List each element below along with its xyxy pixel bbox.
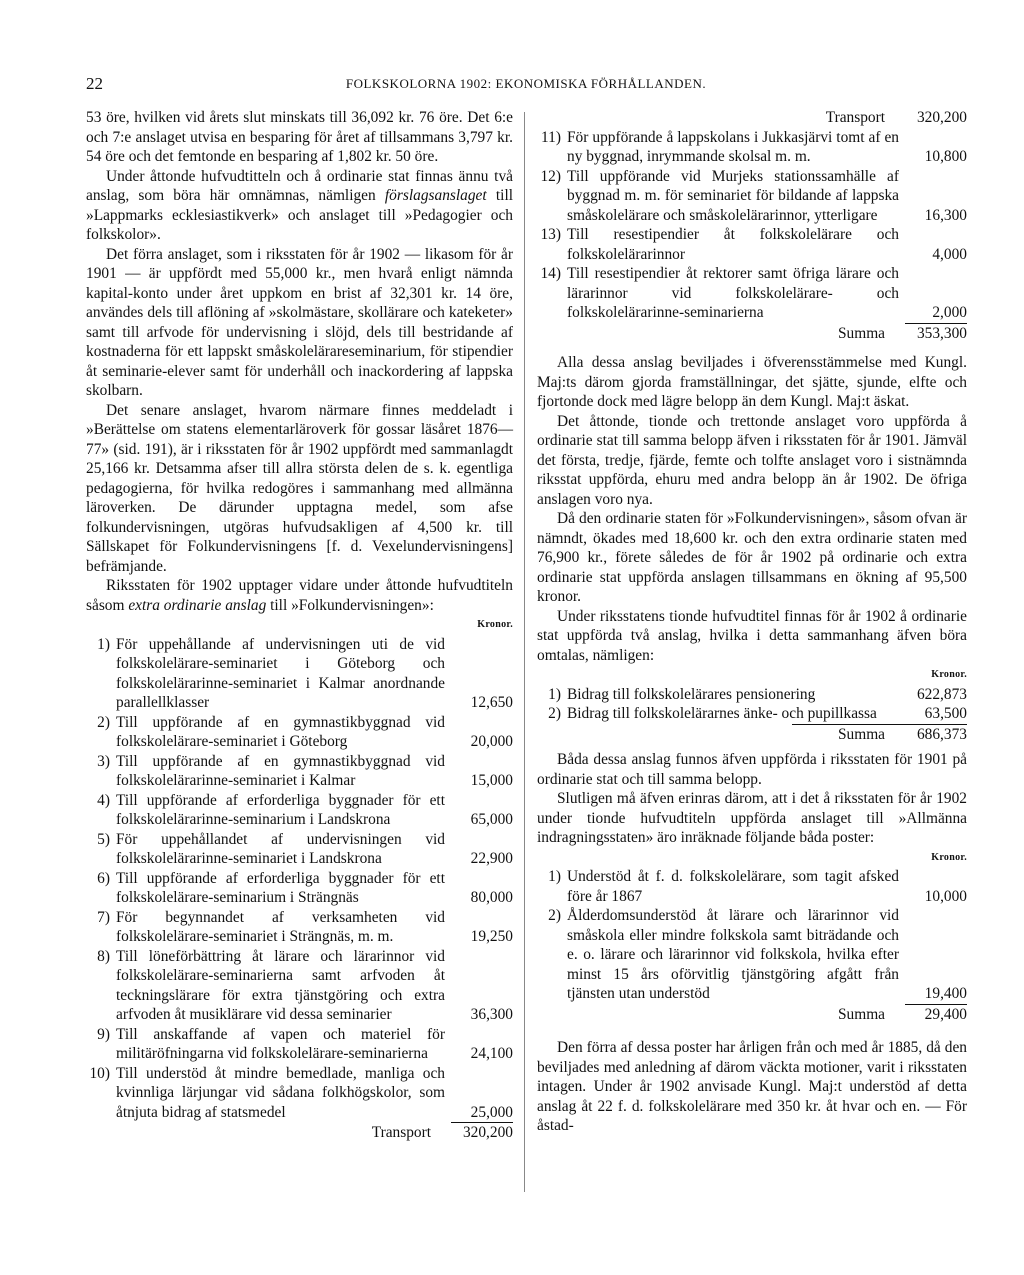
appropriation-item bbox=[537, 867, 967, 906]
italic-term: förslagsanslaget bbox=[384, 187, 487, 204]
appropriation-item bbox=[86, 908, 513, 947]
transport-label: Transport bbox=[371, 1124, 431, 1141]
item-text: För uppehållande af undervisningen uti de vid folkskolelärare-seminariet i Göteborg och folkskolelärarinne-seminariet i Kalmar anordnande parallellklasser bbox=[116, 635, 445, 711]
paragraph: Slutligen må äfven erinras därom, att i det å riksstaten för år 1902 under tionde hufvudtiteln uppförda anslaget till »Allmänna indragningsstaten» äro inräknade följande båda poster: bbox=[537, 790, 967, 846]
item-number: 5) bbox=[97, 830, 110, 848]
item-text: Till resestipendier åt rektorer samt öfriga lärare och lärarinnor vid folkskolelärare- och folkskolelärarinne-seminarierna bbox=[567, 265, 899, 321]
appropriation-item bbox=[537, 225, 967, 264]
item-amount: 10,800 bbox=[924, 148, 967, 165]
transport-amount: 320,200 bbox=[462, 1124, 513, 1141]
transport-row bbox=[86, 1123, 513, 1143]
transport-label: Transport bbox=[825, 109, 885, 126]
item-text: Till uppförande af en gymnastikbyggnad vid folkskolelärarinne-seminariet i Kalmar bbox=[116, 752, 445, 789]
item-number: 3) bbox=[97, 752, 110, 770]
appropriation-item bbox=[537, 906, 967, 1004]
appropriation-item bbox=[86, 1064, 513, 1123]
italic-term: extra ordinarie anslag bbox=[128, 596, 267, 614]
transport-row bbox=[537, 108, 967, 128]
unit-label: Kronor. bbox=[931, 669, 967, 680]
text-run: till »Lappmarks ecklesiastikverk» och anslaget till »Pedagogier och folkskolor». bbox=[86, 187, 513, 243]
item-text: Bidrag till folkskolelärarnes änke- och pupillkassa bbox=[567, 705, 877, 722]
item-amount: 25,000 bbox=[470, 1103, 513, 1121]
summa-amount: 353,300 bbox=[916, 324, 967, 342]
item-number: 6) bbox=[97, 869, 110, 887]
page-header bbox=[86, 74, 966, 96]
item-text: Till understöd åt mindre bemedlade, manliga och kvinnliga lärjungar vid sådana folkhögskolor, som åtnjuta bidrag af statsmedel bbox=[116, 1064, 445, 1121]
item-number: 2) bbox=[548, 705, 561, 722]
summa-row bbox=[537, 324, 967, 344]
paragraph: Då den ordinarie staten för »Folkundervisningen», såsom ofvan är nämndt, ökades med 18,600 kr. och den extra ordinarie staten med 76,900 kr., förete således de för år 1902 på ordinarie och extra ordinarie stat uppförda anslagen tillsammans en ökning af 95,500 kronor. bbox=[537, 510, 967, 605]
appropriation-item bbox=[537, 704, 967, 724]
appropriation-item bbox=[537, 167, 967, 226]
paragraph: Under riksstatens tionde hufvudtitel finnas för år 1902 å ordinarie stat uppförda två anslag, hvilka i detta sammanhang äfven böra omtalas, nämligen: bbox=[537, 607, 967, 664]
paragraph bbox=[86, 167, 513, 245]
item-number: 11) bbox=[541, 128, 561, 146]
page-number: 22 bbox=[86, 74, 103, 93]
item-text: För begynnandet af verksamheten vid folkskolelärare-seminariet i Strängnäs, m. m. bbox=[116, 908, 445, 945]
paragraph: 53 öre, hvilken vid årets slut minskats till 36,092 kr. 76 öre. Det 6:e och 7:e anslaget utvisa en besparing för året af tillsammans 3,797 kr. 54 öre och det femtonde en besparing af 1,802 kr. 50 öre. bbox=[86, 109, 513, 165]
appropriation-list bbox=[537, 867, 967, 1004]
item-text: Understöd åt f. d. folkskolelärare, som tagit afsked före år 1867 bbox=[567, 868, 899, 905]
summa-label: Summa bbox=[837, 725, 885, 743]
item-amount: 36,300 bbox=[470, 1006, 513, 1023]
summa-amount: 29,400 bbox=[924, 1005, 967, 1023]
paragraph: Båda dessa anslag funnos äfven uppförda i riksstaten för 1901 på ordinarie stat och till samma belopp. bbox=[537, 751, 967, 788]
appropriation-item bbox=[86, 830, 513, 869]
text-run: till »Folkundervisningen»: bbox=[266, 596, 434, 614]
paragraph: Alla dessa anslag beviljades i öfverensstämmelse med Kungl. Maj:ts därom gjorda framställningar, det sjätte, sjunde, elfte och fjortonde dock med lägre belopp än dem Kungl. Maj:t äskat. bbox=[537, 354, 967, 410]
appropriation-item bbox=[86, 752, 513, 791]
item-text: För uppehållandet af undervisningen vid folkskolelärarinne-seminariet i Landskrona bbox=[116, 830, 445, 867]
item-text: Till löneförbättring åt lärare och lärarinnor vid folkskolelärare-seminarierna samt arfvoden åt teckningslärare för extra tjänstgöring och extra arfvoden åt musiklärare vid dessa seminarier bbox=[116, 947, 445, 1023]
item-number: 13) bbox=[540, 226, 561, 243]
item-number: 14) bbox=[540, 265, 561, 282]
item-text: För uppförande å lappskolans i Jukkasjärvi tomt af en ny byggnad, inrymmande skolsal m. m. bbox=[567, 128, 899, 165]
summa-row bbox=[537, 725, 967, 745]
right-column bbox=[537, 108, 967, 1136]
appropriation-item bbox=[537, 685, 967, 705]
summa-amount: 686,373 bbox=[916, 725, 967, 743]
paragraph: Det förra anslaget, som i riksstaten för år 1902 — likasom för år 1901 — är uppfördt med 55,000 kr., men hvarå enligt nämnda kapital-konto under året uppkom en brist af 32,301 kr. 14 öre, användes dels till aflöning af »skolmästare, skollärare och kateketer» samt till arfvode för undervisning i slöjd, dels till bestridande af kostnaderna för ett lappskt småskolelärareseminarium, för stipendier åt seminarie-elever samt för underhåll och inackordering af lappska skolbarn. bbox=[86, 245, 513, 399]
item-amount: 16,300 bbox=[924, 206, 967, 224]
item-number: 8) bbox=[97, 947, 110, 965]
summa-label: Summa bbox=[837, 324, 885, 342]
appropriation-list bbox=[537, 685, 967, 724]
item-amount: 4,000 bbox=[932, 245, 967, 263]
item-text: Till uppförande vid Murjeks stationssamhälle af byggnad m. m. för seminariet för bildande af lappska småskolelärare och småskolelärarinnor, ytterligare bbox=[567, 167, 899, 224]
item-amount: 2,000 bbox=[932, 304, 967, 321]
item-amount: 65,000 bbox=[470, 811, 513, 828]
item-number: 9) bbox=[97, 1025, 110, 1043]
item-amount: 22,900 bbox=[470, 850, 513, 867]
running-head: FOLKSKOLORNA 1902: EKONOMISKA FÖRHÅLLANDEN. bbox=[345, 76, 707, 91]
item-text: Bidrag till folkskolelärares pensionering bbox=[567, 685, 816, 703]
item-number: 7) bbox=[97, 908, 110, 926]
paragraph: Det åttonde, tionde och trettonde anslaget voro uppförda å ordinarie stat till samma belopp äfven i riksstaten för år 1901. Jämväl det första, tredje, fjärde, femte och tolfte anslaget voro i sistnämnda riksstat uppförda, ehuru med andra belopp än år 1902. De öfriga anslagen voro nya. bbox=[537, 412, 967, 508]
transport-amount: 320,200 bbox=[916, 109, 967, 126]
item-number: 10) bbox=[89, 1064, 110, 1082]
item-text: Till uppförande af erforderliga byggnader för ett folkskolelärarinne-seminarium i Landskrona bbox=[116, 791, 445, 828]
item-text: Till resestipendier åt folkskolelärare och folkskolelärarinnor bbox=[567, 226, 899, 263]
appropriation-item bbox=[86, 791, 513, 830]
item-number: 1) bbox=[548, 685, 561, 703]
appropriation-list bbox=[537, 128, 967, 323]
item-amount: 24,100 bbox=[470, 1045, 513, 1062]
item-amount: 19,250 bbox=[470, 928, 513, 945]
unit-label: Kronor. bbox=[477, 619, 513, 630]
appropriation-item bbox=[537, 128, 967, 167]
item-text: Till uppförande af en gymnastikbyggnad vid folkskolelärare-seminariet i Göteborg bbox=[116, 713, 445, 750]
column-divider bbox=[524, 112, 525, 1192]
item-text: Ålderdomsunderstöd åt lärare och lärarinnor vid småskola eller mindre folkskola samt biträdande och e. o. lärare och lärarinnor vid folkskola, hvilka efter minst 15 års oförvitlig tjänstgöring afgått från tjänsten utan understöd bbox=[567, 907, 899, 1002]
item-number: 12) bbox=[540, 167, 561, 185]
item-amount: 63,500 bbox=[924, 705, 967, 722]
item-number: 2) bbox=[548, 907, 561, 924]
paragraph: Det senare anslaget, hvarom närmare finnes meddeladt i »Berättelse om statens elementarläroverk för gossar läsåret 1876—77» (sid. 191), är i riksstaten för år 1902 uppfördt med sammanlagdt 25,166 kr. Detsamma afser till allra största delen de s. k. egentliga pedagogierna, för hvilka redogöres i sammanhang med allmänna läroverken. De därunder upptagna medel, som afse folkundervisningen, utgöras hufvudsakligen af 4,500 kr. till Sällskapet för Folkundervisningens [f. d. Vexelundervisningens] befrämjande. bbox=[86, 401, 513, 575]
appropriation-list bbox=[86, 635, 513, 1123]
summa-label: Summa bbox=[837, 1005, 885, 1023]
item-amount: 10,000 bbox=[924, 887, 967, 905]
item-number: 1) bbox=[97, 635, 110, 653]
paragraph: Den förra af dessa poster har årligen från och med år 1885, då den beviljades med anledning af därom väckta motioner, varit i riksstaten intagen. Under år 1902 anvisade Kungl. Maj:t understöd af detta anslag åt 22 f. d. folkskolelärare med 350 kr. åt hvar och en. — För åstad- bbox=[537, 1039, 967, 1134]
text-run: Riksstaten för 1902 upptager vidare under åttonde hufvudtiteln såsom bbox=[86, 577, 513, 614]
item-text: Till uppförande af erforderliga byggnader för ett folkskolelärare-seminarium i Strängnäs bbox=[116, 869, 445, 906]
item-amount: 12,650 bbox=[470, 694, 513, 711]
item-amount: 80,000 bbox=[470, 889, 513, 906]
item-text: Till anskaffande af vapen och materiel för militäröfningarna vid folkskolelärare-seminarierna bbox=[116, 1025, 445, 1062]
item-number: 2) bbox=[97, 713, 110, 731]
appropriation-item bbox=[537, 264, 967, 323]
item-amount: 20,000 bbox=[470, 733, 513, 750]
left-column bbox=[86, 108, 513, 1143]
appropriation-item bbox=[86, 635, 513, 713]
appropriation-item bbox=[86, 869, 513, 908]
item-amount: 622,873 bbox=[916, 685, 967, 703]
appropriation-item bbox=[86, 947, 513, 1025]
item-number: 4) bbox=[97, 791, 110, 809]
item-amount: 19,400 bbox=[924, 985, 967, 1002]
unit-label: Kronor. bbox=[931, 851, 967, 863]
text-run: Under åttonde hufvudtitteln och å ordinarie stat finnas ännu två anslag, som böra här omnämnas, nämligen bbox=[86, 167, 513, 204]
summa-row bbox=[537, 1005, 967, 1025]
paragraph bbox=[86, 576, 513, 615]
appropriation-item bbox=[86, 713, 513, 752]
item-number: 1) bbox=[548, 868, 561, 885]
appropriation-item bbox=[86, 1025, 513, 1064]
item-amount: 15,000 bbox=[470, 772, 513, 789]
